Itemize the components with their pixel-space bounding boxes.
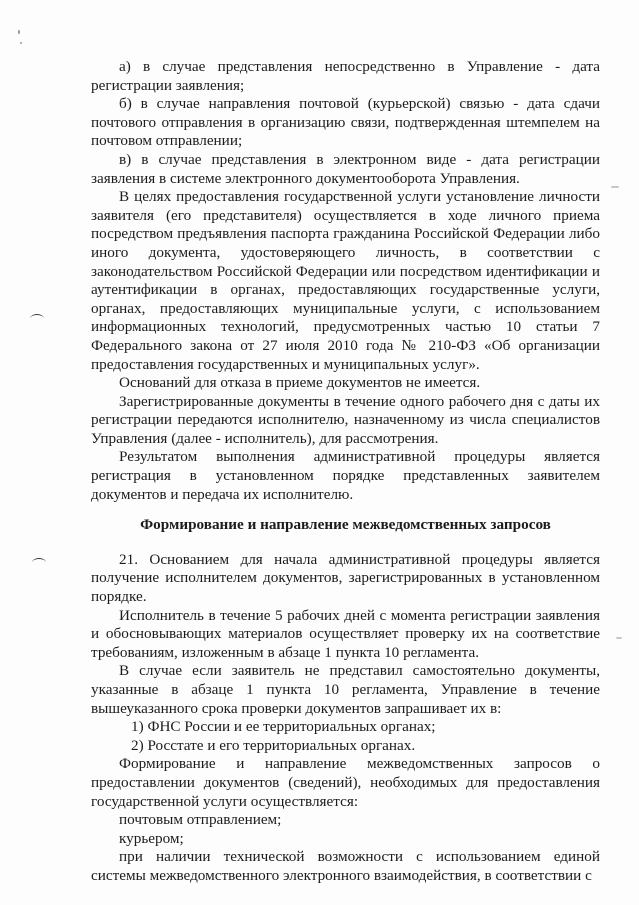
margin-pen-mark [30,314,44,323]
list-item: курьером; [119,829,184,847]
paragraph: Результатом выполнения административной процедуры является регистрация в установленном порядке представленных заявителем документов и передача их исполнителю. [91,448,600,503]
paragraph: Оснований для отказа в приеме документов не имеется. [119,374,481,392]
scan-speck [611,186,619,188]
scan-speck [616,637,622,639]
paragraph: при наличии технической возможности с использованием единой системы межведомственного электронного взаимодействия, в соответствии с [91,848,600,884]
paragraph: б) в случае направления почтовой (курьерской) связью - дата сдачи почтового отправления в организацию связи, подтвержденная штемпелем на почтовом отправлении; [91,95,600,150]
document-body [91,58,600,886]
margin-pen-mark [32,558,46,567]
paragraph: В случае если заявитель не представил самостоятельно документы, указанные в абзаце 1 пункта 10 регламента, Управление в течение вышеуказанного срока проверки документов запрашивает их в: [91,662,600,717]
paragraph: Формирование и направление межведомственных запросов о предоставлении документов (сведений), необходимых для предоставления государственной услуги осуществляется: [91,755,600,810]
paragraph: Зарегистрированные документы в течение одного рабочего дня с даты их регистрации передаются исполнителю, назначенному из числа специалистов Управления (далее - исполнитель), для рассмотрения. [91,392,600,447]
paragraph: В целях предоставления государственной услуги установление личности заявителя (его представителя) осуществляется в ходе личного приема посредством предъявления паспорта гражданина Российской Федерации либо иного документа, удостоверяющего личность, в соответствии с законодательством Российской Федерации или посредством идентификации и аутентификации в органах, предоставляющих государственные услуги, органах, предоставляющих муниципальные услуги, с использованием информационных технологий, предусмотренных частью 10 статьи 7 Федерального закона от 27 июля 2010 года № 210-ФЗ «Об организации предоставления государственных и муниципальных услуг». [91,188,600,373]
list-item: 2) Росстате и его территориальных органах. [131,736,416,754]
list-item: 1) ФНС России и ее территориальных органах; [131,718,436,736]
paragraph: Исполнитель в течение 5 рабочих дней с момента регистрации заявления и обосновывающих материалов осуществляет проверку их на соответствие требованиям, изложенным в абзаце 1 пункта 10 регламента. [91,606,600,661]
scan-speck [18,30,20,34]
paragraph: 21. Основанием для начала административной процедуры является получение исполнителем документов, зарегистрированных в установленном порядке. [91,550,600,606]
paragraph: в) в случае представления в электронном виде - дата регистрации заявления в системе электронного документооборота Управления. [91,150,600,187]
paragraph: а) в случае представления непосредственно в Управление - дата регистрации заявления; [91,58,600,94]
section-heading: Формирование и направление межведомственных запросов [140,516,551,534]
scan-speck [20,42,22,44]
list-item: почтовым отправлением; [119,811,282,829]
